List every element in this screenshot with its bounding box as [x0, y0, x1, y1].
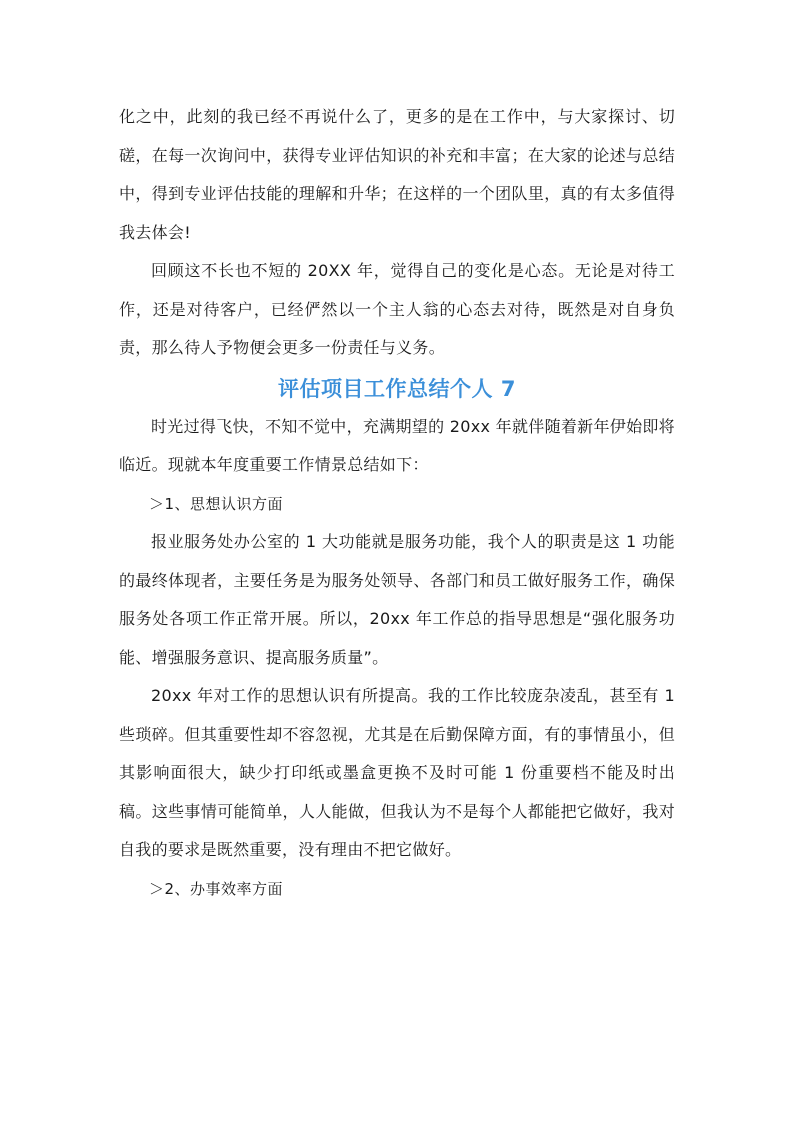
body-paragraph: 报业服务处办公室的 1 大功能就是服务功能，我个人的职责是这 1 功能的最终体现者，主要任务是为服务处领导、各部门和员工做好服务工作，确保服务处各项工作正常开展。所以，20xx 年工作总的指导思想是“强化服务功能、增强服务意识、提高服务质量”。	[119, 532, 675, 667]
body-paragraph: 20xx 年对工作的思想认识有所提高。我的工作比较庞杂凌乱，甚至有 1 些琐碎。但其重要性却不容忽视，尤其是在后勤保障方面，有的事情虽小，但其影响面很大，缺少打印纸或墨盒更换不及时可能 1 份重要档不能及时出稿。这些事情可能简单，人人能做，但我认为不是每个人都能把它做好，我对自我的要求是既然重要，没有理由不把它做好。	[119, 686, 675, 859]
body-paragraph: 回顾这不长也不短的 20XX 年，觉得自己的变化是心态。无论是对待工作，还是对待客户，已经俨然以一个主人翁的心态去对待，既然是对自身负责，那么待人予物便会更多一份责任与义务。	[119, 261, 675, 357]
section-heading: 评估项目工作总结个人 7	[278, 376, 516, 401]
subsection-title: ＞1、思想认识方面	[149, 494, 284, 513]
document-page	[119, 98, 675, 908]
subsection-title: ＞2、办事效率方面	[149, 879, 284, 898]
body-paragraph: 化之中，此刻的我已经不再说什么了，更多的是在工作中，与大家探讨、切磋，在每一次询问中，获得专业评估知识的补充和丰富；在大家的论述与总结中，得到专业评估技能的理解和升华；在这样的一个团队里，真的有太多值得我去体会!	[119, 107, 675, 242]
intro-paragraph: 时光过得飞快，不知不觉中，充满期望的 20xx 年就伴随着新年伊始即将临近。现就本年度重要工作情景总结如下：	[119, 416, 675, 474]
